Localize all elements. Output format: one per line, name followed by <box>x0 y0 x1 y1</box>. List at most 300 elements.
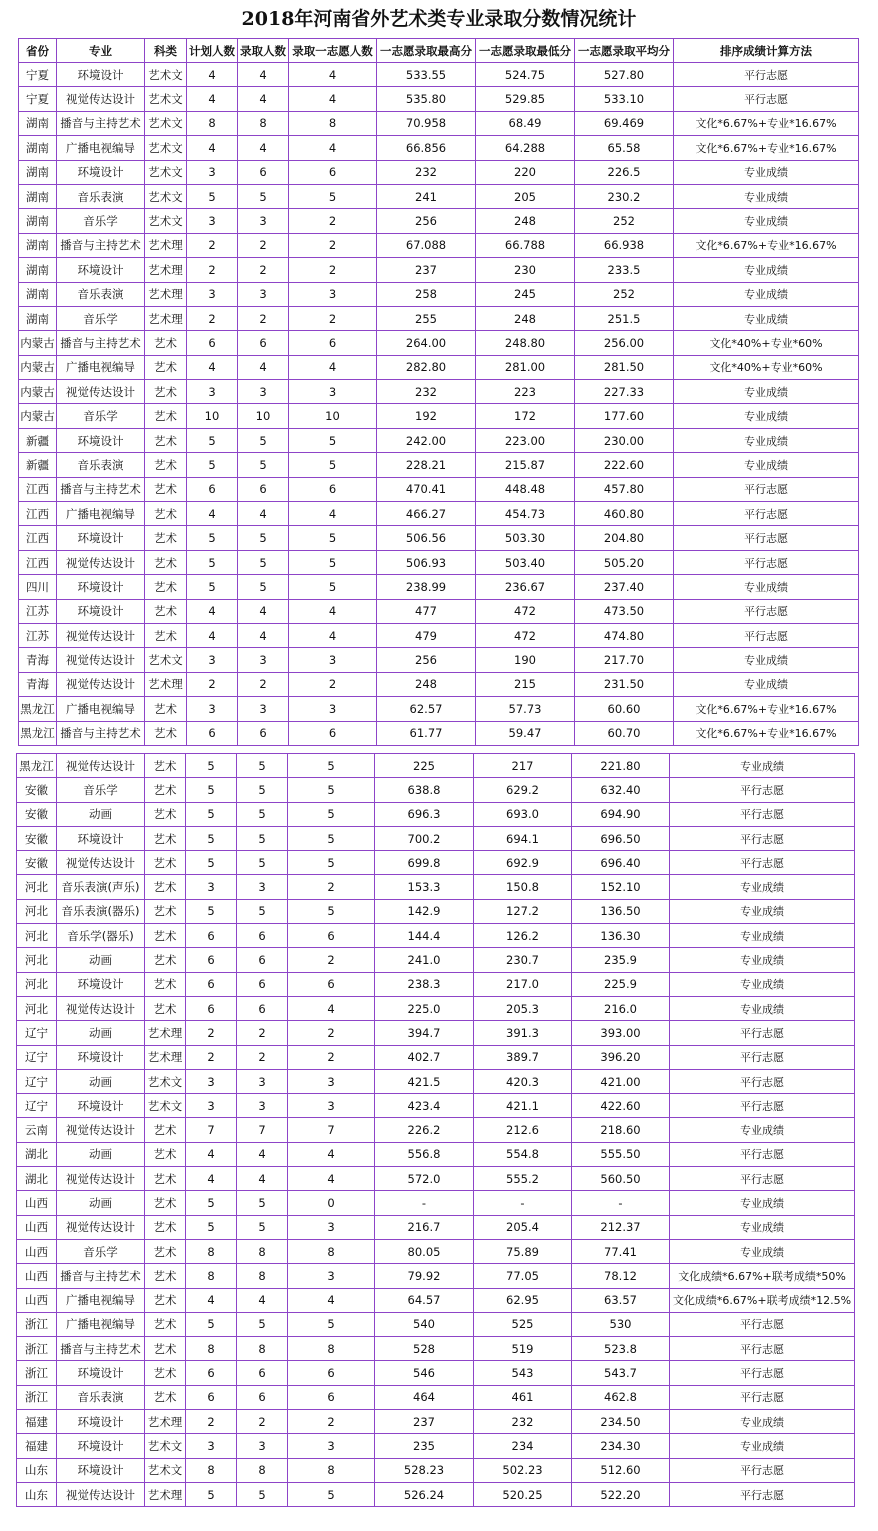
cell-category: 艺术 <box>145 996 186 1020</box>
cell-min-score: 217 <box>474 754 572 778</box>
cell-major: 环境设计 <box>57 1094 145 1118</box>
cell-avg-score: 252 <box>575 282 674 306</box>
cell-category: 艺术 <box>145 1167 186 1191</box>
table-row <box>17 778 855 802</box>
cell-province: 江西 <box>19 526 57 550</box>
cell-max-score: 556.8 <box>375 1142 474 1166</box>
table-row <box>19 355 859 379</box>
cell-avg-score: 231.50 <box>575 672 674 696</box>
cell-max-score: 237 <box>375 1410 474 1434</box>
cell-min-score: 223.00 <box>476 428 575 452</box>
cell-ranking-method: 专业成绩 <box>674 672 859 696</box>
cell-planned: 3 <box>187 282 238 306</box>
cell-ranking-method: 专业成绩 <box>674 380 859 404</box>
cell-min-score: 248 <box>476 209 575 233</box>
cell-avg-score: 252 <box>575 209 674 233</box>
table-row <box>17 1312 855 1336</box>
cell-max-score: 423.4 <box>375 1094 474 1118</box>
cell-min-score: 223 <box>476 380 575 404</box>
cell-major: 环境设计 <box>57 160 145 184</box>
cell-min-score: 205 <box>476 184 575 208</box>
cell-planned: 5 <box>186 754 237 778</box>
cell-admitted: 2 <box>238 233 289 257</box>
cell-province: 河北 <box>17 972 57 996</box>
table-row <box>17 899 855 923</box>
table-row <box>19 648 859 672</box>
table-row <box>17 1482 855 1506</box>
cell-max-score: 241 <box>377 184 476 208</box>
cell-min-score: 461 <box>474 1385 572 1409</box>
cell-category: 艺术文 <box>145 184 187 208</box>
cell-max-score: 153.3 <box>375 875 474 899</box>
page-title: 2018年河南省外艺术类专业录取分数情况统计 <box>241 8 637 30</box>
cell-first-choice-count: 6 <box>289 477 377 501</box>
table-row <box>17 948 855 972</box>
cell-min-score: - <box>474 1191 572 1215</box>
cell-max-score: 533.55 <box>377 63 476 87</box>
cell-major: 广播电视编导 <box>57 355 145 379</box>
cell-admitted: 3 <box>238 380 289 404</box>
cell-province: 四川 <box>19 575 57 599</box>
cell-planned: 6 <box>187 477 238 501</box>
cell-first-choice-count: 4 <box>289 355 377 379</box>
cell-province: 湖南 <box>19 184 57 208</box>
cell-major: 播音与主持艺术 <box>57 331 145 355</box>
table-row <box>17 1118 855 1142</box>
table-row <box>19 502 859 526</box>
cell-max-score: 61.77 <box>377 721 476 745</box>
cell-category: 艺术理 <box>145 1045 186 1069</box>
cell-max-score: 402.7 <box>375 1045 474 1069</box>
cell-category: 艺术 <box>145 899 186 923</box>
cell-province: 湖南 <box>19 306 57 330</box>
table-row <box>19 209 859 233</box>
cell-max-score: 228.21 <box>377 453 476 477</box>
cell-planned: 8 <box>186 1458 237 1482</box>
cell-planned: 3 <box>186 1069 237 1093</box>
cell-planned: 4 <box>187 623 238 647</box>
cell-max-score: 700.2 <box>375 826 474 850</box>
cell-planned: 5 <box>187 453 238 477</box>
cell-ranking-method: 文化成绩*6.67%+联考成绩*12.5% <box>670 1288 855 1312</box>
table-row <box>19 721 859 745</box>
cell-ranking-method: 专业成绩 <box>674 306 859 330</box>
cell-max-score: 572.0 <box>375 1167 474 1191</box>
cell-ranking-method: 平行志愿 <box>670 1458 855 1482</box>
cell-category: 艺术理 <box>145 1021 186 1045</box>
cell-province: 河北 <box>17 899 57 923</box>
cell-max-score: 421.5 <box>375 1069 474 1093</box>
cell-max-score: 232 <box>377 380 476 404</box>
cell-first-choice-count: 4 <box>289 87 377 111</box>
table-row <box>19 453 859 477</box>
cell-category: 艺术 <box>145 1118 186 1142</box>
cell-avg-score: 65.58 <box>575 136 674 160</box>
cell-category: 艺术 <box>145 1191 186 1215</box>
cell-ranking-method: 平行志愿 <box>670 1385 855 1409</box>
cell-avg-score: 527.80 <box>575 63 674 87</box>
cell-province: 湖南 <box>19 233 57 257</box>
cell-first-choice-count: 7 <box>288 1118 375 1142</box>
cell-admitted: 6 <box>238 477 289 501</box>
cell-min-score: 57.73 <box>476 697 575 721</box>
cell-province: 江苏 <box>19 599 57 623</box>
cell-category: 艺术理 <box>145 672 187 696</box>
cell-major: 视觉传达设计 <box>57 996 145 1020</box>
cell-ranking-method: 专业成绩 <box>670 1215 855 1239</box>
table-row <box>19 526 859 550</box>
cell-max-score: 64.57 <box>375 1288 474 1312</box>
cell-first-choice-count: 3 <box>288 1094 375 1118</box>
cell-province: 黑龙江 <box>17 754 57 778</box>
cell-ranking-method: 平行志愿 <box>670 851 855 875</box>
cell-major: 广播电视编导 <box>57 136 145 160</box>
table-row <box>17 1215 855 1239</box>
cell-category: 艺术文 <box>145 1094 186 1118</box>
cell-first-choice-count: 8 <box>288 1458 375 1482</box>
table-row <box>17 1458 855 1482</box>
cell-planned: 10 <box>187 404 238 428</box>
table-row <box>19 306 859 330</box>
cell-planned: 3 <box>187 648 238 672</box>
cell-first-choice-count: 4 <box>288 1167 375 1191</box>
cell-major: 音乐表演 <box>57 184 145 208</box>
cell-min-score: 234 <box>474 1434 572 1458</box>
cell-major: 视觉传达设计 <box>57 623 145 647</box>
cell-avg-score: 396.20 <box>572 1045 670 1069</box>
cell-max-score: 506.56 <box>377 526 476 550</box>
cell-ranking-method: 专业成绩 <box>670 1191 855 1215</box>
cell-major: 音乐学 <box>57 778 145 802</box>
cell-category: 艺术 <box>145 1264 186 1288</box>
header-major: 专业 <box>57 39 145 63</box>
cell-major: 广播电视编导 <box>57 1288 145 1312</box>
cell-max-score: 242.00 <box>377 428 476 452</box>
cell-admitted: 5 <box>237 851 288 875</box>
table-row <box>17 1385 855 1409</box>
cell-admitted: 7 <box>237 1118 288 1142</box>
cell-first-choice-count: 3 <box>288 1264 375 1288</box>
cell-category: 艺术 <box>145 502 187 526</box>
cell-max-score: - <box>375 1191 474 1215</box>
cell-avg-score: 523.8 <box>572 1337 670 1361</box>
cell-max-score: 506.93 <box>377 550 476 574</box>
cell-planned: 3 <box>187 697 238 721</box>
cell-avg-score: 696.50 <box>572 826 670 850</box>
table-row <box>19 233 859 257</box>
cell-province: 安徽 <box>17 778 57 802</box>
cell-category: 艺术文 <box>145 209 187 233</box>
cell-ranking-method: 专业成绩 <box>670 924 855 948</box>
cell-first-choice-count: 6 <box>289 160 377 184</box>
cell-planned: 6 <box>186 972 237 996</box>
cell-first-choice-count: 4 <box>289 599 377 623</box>
cell-first-choice-count: 3 <box>289 282 377 306</box>
cell-avg-score: 63.57 <box>572 1288 670 1312</box>
cell-planned: 4 <box>186 1142 237 1166</box>
cell-category: 艺术 <box>145 599 187 623</box>
cell-first-choice-count: 3 <box>288 1434 375 1458</box>
cell-planned: 4 <box>187 355 238 379</box>
table-row <box>17 1337 855 1361</box>
cell-admitted: 2 <box>237 1021 288 1045</box>
cell-ranking-method: 专业成绩 <box>674 209 859 233</box>
header-min-score: 一志愿录取最低分 <box>476 39 575 63</box>
table-row <box>19 697 859 721</box>
cell-avg-score: 227.33 <box>575 380 674 404</box>
cell-ranking-method: 专业成绩 <box>674 282 859 306</box>
cell-planned: 5 <box>187 428 238 452</box>
cell-province: 内蒙古 <box>19 355 57 379</box>
cell-major: 环境设计 <box>57 1434 145 1458</box>
cell-ranking-method: 平行志愿 <box>670 1142 855 1166</box>
cell-admitted: 8 <box>237 1337 288 1361</box>
cell-major: 动画 <box>57 1142 145 1166</box>
cell-first-choice-count: 2 <box>289 258 377 282</box>
cell-first-choice-count: 3 <box>289 697 377 721</box>
cell-avg-score: 234.50 <box>572 1410 670 1434</box>
cell-major: 音乐学(器乐) <box>57 924 145 948</box>
cell-ranking-method: 平行志愿 <box>674 599 859 623</box>
cell-planned: 8 <box>186 1337 237 1361</box>
cell-planned: 3 <box>187 160 238 184</box>
cell-admitted: 4 <box>238 599 289 623</box>
cell-first-choice-count: 5 <box>289 453 377 477</box>
cell-max-score: 256 <box>377 648 476 672</box>
cell-min-score: 248.80 <box>476 331 575 355</box>
cell-province: 宁夏 <box>19 63 57 87</box>
cell-province: 内蒙古 <box>19 404 57 428</box>
cell-major: 视觉传达设计 <box>57 1482 145 1506</box>
cell-major: 环境设计 <box>57 1045 145 1069</box>
cell-province: 福建 <box>17 1410 57 1434</box>
cell-major: 视觉传达设计 <box>57 754 145 778</box>
cell-avg-score: 421.00 <box>572 1069 670 1093</box>
cell-planned: 2 <box>186 1410 237 1434</box>
cell-province: 山西 <box>17 1239 57 1263</box>
cell-min-score: 524.75 <box>476 63 575 87</box>
cell-min-score: 172 <box>476 404 575 428</box>
cell-max-score: 535.80 <box>377 87 476 111</box>
cell-admitted: 4 <box>237 1288 288 1312</box>
cell-category: 艺术理 <box>145 306 187 330</box>
cell-category: 艺术 <box>145 1239 186 1263</box>
cell-ranking-method: 专业成绩 <box>670 1118 855 1142</box>
cell-major: 环境设计 <box>57 63 145 87</box>
cell-major: 视觉传达设计 <box>57 1167 145 1191</box>
cell-first-choice-count: 5 <box>289 184 377 208</box>
cell-ranking-method: 专业成绩 <box>670 754 855 778</box>
cell-major: 音乐表演(器乐) <box>57 899 145 923</box>
cell-category: 艺术 <box>145 802 186 826</box>
cell-planned: 2 <box>186 1021 237 1045</box>
cell-min-score: 693.0 <box>474 802 572 826</box>
cell-planned: 4 <box>186 1167 237 1191</box>
cell-ranking-method: 平行志愿 <box>674 63 859 87</box>
cell-max-score: 638.8 <box>375 778 474 802</box>
cell-major: 视觉传达设计 <box>57 380 145 404</box>
cell-major: 视觉传达设计 <box>57 851 145 875</box>
cell-first-choice-count: 2 <box>288 948 375 972</box>
cell-first-choice-count: 6 <box>288 1361 375 1385</box>
cell-max-score: 238.3 <box>375 972 474 996</box>
cell-admitted: 3 <box>237 1069 288 1093</box>
header-row <box>19 39 859 63</box>
cell-avg-score: 560.50 <box>572 1167 670 1191</box>
cell-ranking-method: 平行志愿 <box>674 502 859 526</box>
table-row <box>17 1434 855 1458</box>
cell-max-score: 470.41 <box>377 477 476 501</box>
cell-first-choice-count: 4 <box>289 136 377 160</box>
cell-admitted: 6 <box>237 948 288 972</box>
cell-planned: 5 <box>186 899 237 923</box>
cell-major: 广播电视编导 <box>57 502 145 526</box>
cell-admitted: 5 <box>238 428 289 452</box>
table-row <box>19 404 859 428</box>
cell-major: 视觉传达设计 <box>57 550 145 574</box>
cell-avg-score: 221.80 <box>572 754 670 778</box>
cell-planned: 5 <box>186 1482 237 1506</box>
cell-category: 艺术文 <box>145 1069 186 1093</box>
cell-admitted: 5 <box>238 184 289 208</box>
cell-avg-score: 225.9 <box>572 972 670 996</box>
cell-planned: 2 <box>187 258 238 282</box>
cell-max-score: 142.9 <box>375 899 474 923</box>
cell-admitted: 6 <box>237 972 288 996</box>
cell-planned: 5 <box>186 778 237 802</box>
cell-min-score: 62.95 <box>474 1288 572 1312</box>
cell-ranking-method: 专业成绩 <box>674 160 859 184</box>
cell-min-score: 68.49 <box>476 111 575 135</box>
cell-first-choice-count: 5 <box>288 899 375 923</box>
cell-avg-score: 460.80 <box>575 502 674 526</box>
cell-category: 艺术文 <box>145 136 187 160</box>
cell-min-score: 281.00 <box>476 355 575 379</box>
cell-first-choice-count: 5 <box>288 1312 375 1336</box>
cell-province: 浙江 <box>17 1361 57 1385</box>
cell-max-score: 479 <box>377 623 476 647</box>
cell-admitted: 5 <box>237 1312 288 1336</box>
cell-major: 音乐学 <box>57 209 145 233</box>
cell-category: 艺术理 <box>145 1410 186 1434</box>
cell-first-choice-count: 5 <box>288 802 375 826</box>
cell-major: 播音与主持艺术 <box>57 111 145 135</box>
cell-admitted: 2 <box>238 258 289 282</box>
cell-first-choice-count: 4 <box>288 1288 375 1312</box>
cell-province: 辽宁 <box>17 1094 57 1118</box>
table-row <box>19 380 859 404</box>
cell-province: 黑龙江 <box>19 697 57 721</box>
cell-planned: 5 <box>187 550 238 574</box>
cell-avg-score: 222.60 <box>575 453 674 477</box>
cell-major: 动画 <box>57 1191 145 1215</box>
cell-planned: 4 <box>186 1288 237 1312</box>
cell-max-score: 394.7 <box>375 1021 474 1045</box>
cell-admitted: 8 <box>237 1264 288 1288</box>
cell-avg-score: 512.60 <box>572 1458 670 1482</box>
table-row <box>19 282 859 306</box>
cell-min-score: 150.8 <box>474 875 572 899</box>
cell-ranking-method: 文化*40%+专业*60% <box>674 355 859 379</box>
cell-category: 艺术 <box>145 875 186 899</box>
cell-avg-score: 462.8 <box>572 1385 670 1409</box>
cell-province: 黑龙江 <box>19 721 57 745</box>
cell-avg-score: 543.7 <box>572 1361 670 1385</box>
table-row <box>17 826 855 850</box>
cell-min-score: 472 <box>476 599 575 623</box>
cell-province: 湖北 <box>17 1142 57 1166</box>
table-row <box>17 1264 855 1288</box>
cell-avg-score: 474.80 <box>575 623 674 647</box>
cell-admitted: 4 <box>237 1142 288 1166</box>
table-row <box>19 428 859 452</box>
cell-min-score: 389.7 <box>474 1045 572 1069</box>
cell-category: 艺术 <box>145 1337 186 1361</box>
cell-major: 音乐学 <box>57 306 145 330</box>
cell-major: 环境设计 <box>57 1410 145 1434</box>
cell-planned: 6 <box>186 948 237 972</box>
cell-admitted: 6 <box>237 1361 288 1385</box>
header-province: 省份 <box>19 39 57 63</box>
cell-admitted: 5 <box>237 1482 288 1506</box>
cell-ranking-method: 平行志愿 <box>674 526 859 550</box>
cell-admitted: 6 <box>238 160 289 184</box>
cell-ranking-method: 专业成绩 <box>674 258 859 282</box>
cell-min-score: 245 <box>476 282 575 306</box>
cell-category: 艺术文 <box>145 63 187 87</box>
cell-major: 音乐学 <box>57 404 145 428</box>
table-row <box>17 996 855 1020</box>
cell-avg-score: 530 <box>572 1312 670 1336</box>
cell-major: 动画 <box>57 802 145 826</box>
cell-province: 青海 <box>19 672 57 696</box>
cell-major: 视觉传达设计 <box>57 1118 145 1142</box>
table-row <box>19 623 859 647</box>
table-row <box>17 1239 855 1263</box>
cell-ranking-method: 专业成绩 <box>670 1239 855 1263</box>
cell-admitted: 8 <box>238 111 289 135</box>
cell-min-score: 66.788 <box>476 233 575 257</box>
cell-min-score: 502.23 <box>474 1458 572 1482</box>
cell-first-choice-count: 5 <box>289 575 377 599</box>
cell-min-score: 230 <box>476 258 575 282</box>
cell-admitted: 3 <box>237 1094 288 1118</box>
cell-planned: 3 <box>187 380 238 404</box>
cell-ranking-method: 平行志愿 <box>670 1167 855 1191</box>
cell-province: 山西 <box>17 1191 57 1215</box>
cell-ranking-method: 平行志愿 <box>670 1069 855 1093</box>
cell-max-score: 528.23 <box>375 1458 474 1482</box>
cell-min-score: 448.48 <box>476 477 575 501</box>
cell-ranking-method: 平行志愿 <box>670 826 855 850</box>
cell-category: 艺术 <box>145 453 187 477</box>
cell-first-choice-count: 5 <box>288 851 375 875</box>
cell-max-score: 546 <box>375 1361 474 1385</box>
cell-avg-score: 177.60 <box>575 404 674 428</box>
cell-max-score: 699.8 <box>375 851 474 875</box>
cell-avg-score: 235.9 <box>572 948 670 972</box>
cell-ranking-method: 专业成绩 <box>670 948 855 972</box>
cell-first-choice-count: 3 <box>289 648 377 672</box>
cell-major: 环境设计 <box>57 575 145 599</box>
cell-major: 环境设计 <box>57 258 145 282</box>
cell-category: 艺术 <box>145 428 187 452</box>
cell-major: 动画 <box>57 948 145 972</box>
cell-planned: 6 <box>187 331 238 355</box>
cell-category: 艺术文 <box>145 160 187 184</box>
cell-category: 艺术 <box>145 1288 186 1312</box>
cell-avg-score: 237.40 <box>575 575 674 599</box>
